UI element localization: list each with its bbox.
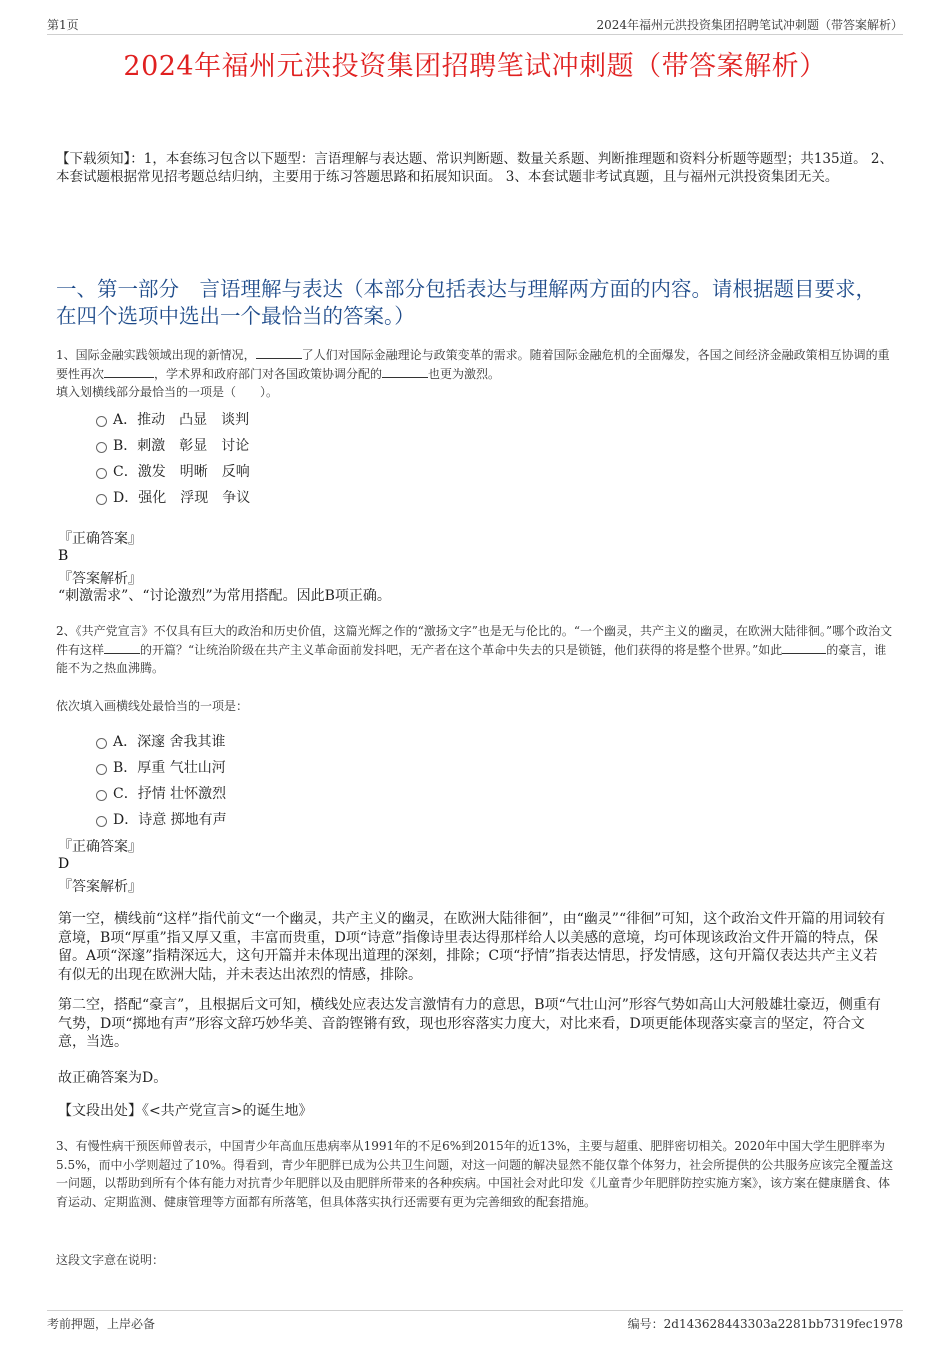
fill-blank <box>782 653 826 654</box>
option-b[interactable]: B．刺激 彰显 讨论 <box>96 432 250 458</box>
question-2-options <box>96 728 227 832</box>
analysis-label: 『答案解析』 <box>58 879 142 895</box>
source-citation: 【文段出处】《<共产党宣言>的诞生地》 <box>58 1103 313 1119</box>
option-b[interactable]: B．厚重 气壮山河 <box>96 754 227 780</box>
analysis-text: “刺激需求”、“讨论激烈”为常用搭配。因此B项正确。 <box>58 588 391 604</box>
page-footer <box>47 1310 903 1329</box>
option-a[interactable]: A．推动 凸显 谈判 <box>96 406 250 432</box>
answer-label: 『正确答案』 <box>58 839 142 855</box>
option-d[interactable]: D．强化 浮现 争议 <box>96 484 250 510</box>
download-notice: 【下载须知】：1，本套练习包含以下题型：言语理解与表达题、常识判断题、数量关系题、判断推理题和资料分析题等题型；共135道。 2、本套试题根据常见招考题总结归纳，主要用于练习答题思路和拓展知识面。 3、本套试题非考试真题，且与福州元洪投资集团无关。 <box>56 151 893 186</box>
question-3-prompt: 这段文字意在说明： <box>56 1253 165 1267</box>
analysis-label: 『答案解析』 <box>58 571 142 587</box>
option-a[interactable]: A．深邃 舍我其谁 <box>96 728 227 754</box>
option-c[interactable]: C．激发 明晰 反响 <box>96 458 250 484</box>
question-2-prompt: 依次填入画横线处最恰当的一项是： <box>56 699 249 713</box>
answer-value: B <box>58 548 69 564</box>
answer-value: D <box>58 856 70 872</box>
analysis-paragraph-1: 第一空，横线前“这样”指代前文“一个幽灵，共产主义的幽灵，在欧洲大陆徘徊”，由“幽灵”“徘徊”可知，这个政治文件开篇的用词较有意境，B项“厚重”指又厚又重，丰富而贵重，D项“诗意”指像诗里表达得那样给人以美感的意境，均可体现该政治文件开篇的特点，保留。A项“深邃”指精深远大，这句开篇并未体现出道理的深刻，排除；C项“抒情”指表达情思，抒发情感，这句开篇仅表达共产主义若有似无的出现在欧洲大陆，并未表达出浓烈的情感，排除。 <box>58 911 886 983</box>
radio-icon[interactable] <box>96 416 107 427</box>
question-1-stem: 1、国际金融实践领域出现的新情况， 了人们对国际金融理论与政策变革的需求。随着国际金融危机的全面爆发，各国之间经济金融政策相互协调的重要性再次 ，学术界和政府部门对各国政策协调分配的 也更为激烈。 填入划横线部分最恰当的一项是（ ）。 <box>56 348 890 400</box>
radio-icon[interactable] <box>96 442 107 453</box>
radio-icon[interactable] <box>96 468 107 479</box>
radio-icon[interactable] <box>96 816 107 827</box>
radio-icon[interactable] <box>96 790 107 801</box>
header-doc-title: 2024年福州元洪投资集团招聘笔试冲刺题（带答案解析） <box>596 18 903 32</box>
radio-icon[interactable] <box>96 764 107 775</box>
question-1-options <box>96 406 250 510</box>
analysis-paragraph-2: 第二空，搭配“豪言”，且根据后文可知，横线处应表达发言激情有力的意思，B项“气壮山河”形容气势如高山大河般雄壮豪迈，侧重有气势，D项“掷地有声”形容文辞巧妙华美、音韵铿锵有致，现也形容落实力度大，对比来看，D项更能体现落实豪言的坚定，符合文意，当选。 <box>58 997 881 1051</box>
radio-icon[interactable] <box>96 494 107 505</box>
answer-label: 『正确答案』 <box>58 531 142 547</box>
footer-slogan: 考前押题，上岸必备 <box>47 1317 156 1331</box>
page-header <box>47 14 903 35</box>
radio-icon[interactable] <box>96 738 107 749</box>
fill-blank <box>104 377 154 378</box>
question-3-stem: 3、有慢性病干预医师曾表示，中国青少年高血压患病率从1991年的不足6%到2015年的近13%，主要与超重、肥胖密切相关。2020年中国大学生肥胖率为5.5%，而中小学则超过了10%。得看到，青少年肥胖已成为公共卫生问题，对这一问题的解决显然不能仅靠个体努力，社会所提供的公共服务应该完全覆盖这一问题，以帮助到所有个体有能力对抗青少年肥胖以及由肥胖所带来的各种疾病。中国社会对此印发《儿童青少年肥胖防控实施方案》，该方案在健康膳食、体育运动、定期监测、健康管理等方面都有所落笔，但具体落实执行还需要有更为完善细致的配套措施。 <box>56 1139 894 1209</box>
fill-blank <box>256 358 302 359</box>
fill-blank <box>382 377 428 378</box>
section-heading: 一、第一部分 言语理解与表达（本部分包括表达与理解两方面的内容。请根据题目要求，在四个选项中选出一个最恰当的答案。） <box>56 277 876 328</box>
analysis-conclusion: 故正确答案为D。 <box>58 1070 168 1086</box>
option-d[interactable]: D．诗意 掷地有声 <box>96 806 227 832</box>
page-number: 第1页 <box>47 18 79 32</box>
option-c[interactable]: C．抒情 壮怀激烈 <box>96 780 227 806</box>
footer-serial: 编号：2d143628443303a2281bb7319fec1978 <box>627 1317 903 1331</box>
document-title: 2024年福州元洪投资集团招聘笔试冲刺题（带答案解析） <box>123 51 827 82</box>
fill-blank <box>104 653 140 654</box>
question-1-prompt: 填入划横线部分最恰当的一项是（ ）。 <box>56 385 279 400</box>
question-2-stem: 2、《共产党宣言》不仅具有巨大的政治和历史价值，这篇光辉之作的“激扬文字”也是无与伦比的。“一个幽灵，共产主义的幽灵，在欧洲大陆徘徊。”哪个政治文件有这样 的开篇？“让统治阶级在共产主义革命面前发抖吧，无产者在这个革命中失去的只是锁链，他们获得的将是整个世界。”如此 的豪言，谁能不为之热血沸腾。 <box>56 624 893 676</box>
